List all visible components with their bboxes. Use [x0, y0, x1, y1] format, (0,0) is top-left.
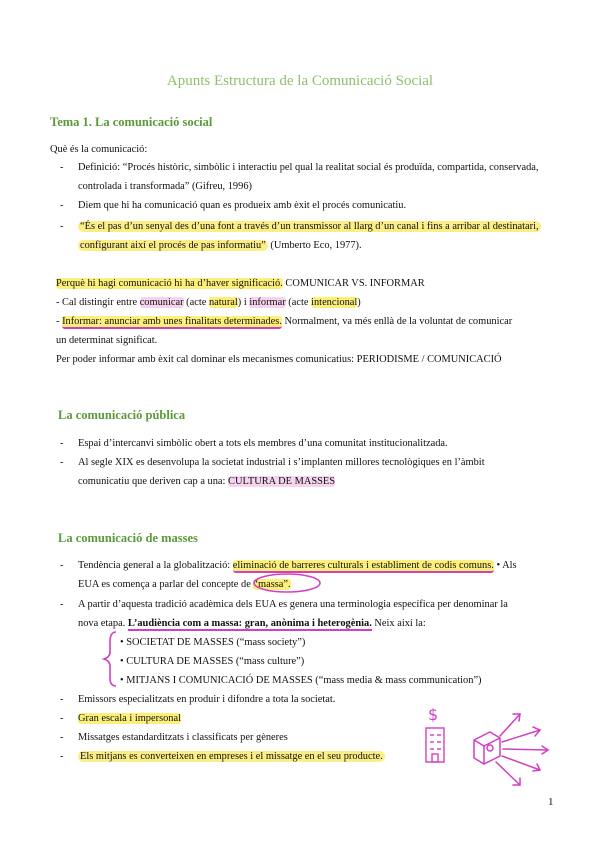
highlight-informar: informar — [249, 297, 286, 308]
paragraph-line: un determinat significat. — [56, 335, 158, 346]
bullet-dash: - — [60, 221, 64, 232]
bullet-dash: - — [60, 732, 64, 743]
highlight-gran-escala: Gran escala i impersonal — [78, 713, 181, 724]
bullet-dash: - — [60, 560, 64, 571]
text: (acte — [285, 297, 312, 308]
sub-item: • CULTURA DE MASSES (“mass culture”) — [120, 656, 305, 667]
list-item: Missatges estandarditzats i classificats per gèneres — [78, 732, 288, 743]
bullet-dash: - — [60, 162, 64, 173]
citation: (Umberto Eco, 1977). — [267, 240, 362, 251]
highlighted-quote: “És el pas d’un senyal des d’una font a través d’un transmissor al llarg d’un canal i fins a arribar al destinatari, — [80, 221, 539, 232]
page-number: 1 — [548, 796, 554, 808]
bullet-dash: - — [60, 751, 64, 762]
bullet-dash: - — [60, 694, 64, 705]
highlight-natural: natural — [208, 297, 238, 308]
text: comunicatiu que deriven cap a una: — [78, 476, 229, 487]
text: - — [56, 316, 63, 327]
section-heading-tema1: Tema 1. La comunicació social — [50, 115, 213, 129]
text: - Cal distingir entre — [56, 297, 140, 308]
highlight-codis-comuns: eliminació de barreres culturals i establiment de codis comuns. — [232, 560, 494, 571]
paragraph-line: Per poder informar amb èxit cal dominar els mecanismes comunicatius: PERIODISME / COMUNICACIÓ — [56, 354, 502, 365]
text: Neix així la: — [371, 618, 426, 629]
item-line: Al segle XIX es desenvolupa la societat industrial i s’implanten millores tecnològiques en l’àmbit — [78, 457, 485, 468]
text: • Als — [493, 560, 517, 571]
highlight-informar-definicio: Informar: anunciar amb unes finalitats determinades. — [62, 316, 282, 327]
text: ) — [357, 297, 361, 308]
highlight-massa: “massa”. — [253, 579, 291, 590]
highlight-comunicar: comunicar — [139, 297, 184, 308]
section-heading-publica: La comunicació pública — [58, 408, 186, 422]
list-item: Diem que hi ha comunicació quan es produeix amb èxit el procés comunicatiu. — [78, 200, 407, 211]
list-item: Emissors especialitzats en produir i difondre a tota la societat. — [78, 694, 336, 705]
comunicar-vs-informar: COMUNICAR VS. INFORMAR — [282, 278, 425, 289]
dollar-sign-icon: $ — [428, 705, 439, 724]
list-item: Espai d’intercanvi simbòlic obert a tots els membres d’una comunitat institucionalitzada. — [78, 438, 448, 449]
package-icon — [474, 732, 500, 764]
item-line: A partir d’aquesta tradició acadèmica dels EUA es genera una terminologia específica per denominar la — [78, 599, 508, 610]
bullet-dash: - — [60, 200, 64, 211]
text: EUA es comença a parlar del concepte de — [78, 579, 254, 590]
text: Normalment, va més enllà de la voluntat de comunicar — [281, 316, 513, 327]
bullet-dash: - — [60, 599, 64, 610]
sub-item: • MITJANS I COMUNICACIÓ DE MASSES (“mass media & mass communication”) — [120, 675, 482, 686]
item-line: controlada i transformada” (Gifreu, 1996) — [78, 181, 252, 192]
document-title: Apunts Estructura de la Comunicació Social — [166, 73, 434, 89]
text: Tendència general a la globalització: — [78, 560, 233, 571]
section-heading-masses: La comunicació de masses — [58, 531, 198, 545]
massa-circle-icon — [254, 574, 320, 592]
bullet-dash: - — [60, 457, 64, 468]
highlight-empreses: Els mitjans es converteixen en empreses i el missatge en el seu producte. — [80, 751, 383, 762]
audiencia-com-a-massa: L’audiència com a massa: gran, anònima i heterogènia. — [127, 618, 372, 629]
item-line: Definició: “Procés històric, simbòlic i interactiu pel qual la realitat social és produïda, compartida, conservada, — [78, 162, 539, 173]
highlighted-quote-end: configurant així el procés de pas informatiu” — [80, 240, 266, 251]
text: (acte — [183, 297, 209, 308]
text: nova etapa. — [78, 618, 128, 629]
highlight-significacio: Perquè hi hagi comunicació hi ha d’haver significació. — [56, 278, 283, 289]
text: ) i — [237, 297, 250, 308]
arrows-icon — [496, 714, 548, 785]
sub-item: • SOCIETAT DE MASSES (“mass society”) — [120, 637, 306, 648]
bullet-dash: - — [60, 438, 64, 449]
curly-brace-icon — [104, 632, 116, 686]
highlight-intencional: intencional — [311, 297, 358, 308]
bullet-dash: - — [60, 713, 64, 724]
building-icon — [426, 728, 444, 762]
highlight-cultura-de-masses: CULTURA DE MASSES — [228, 476, 336, 487]
question-line: Què és la comunicació: — [50, 144, 148, 155]
